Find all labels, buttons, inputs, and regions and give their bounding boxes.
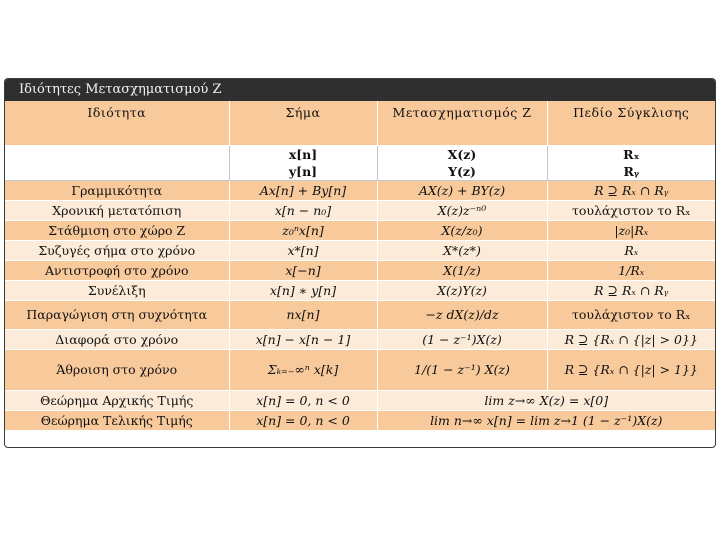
transform-cell: 1/(1 − z⁻¹) X(z)	[377, 350, 547, 391]
property-cell: Θεώρημα Αρχικής Τιμής	[5, 391, 229, 411]
property-cell: Θεώρημα Τελικής Τιμής	[5, 411, 229, 431]
signal-cell: x[n] ∗ y[n]	[229, 281, 377, 301]
theorem-row	[5, 411, 715, 431]
roc-cell: τουλάχιστον το Rₓ	[547, 201, 715, 221]
header-roc: Πεδίο Σύγκλισης	[547, 101, 715, 146]
header-property: Ιδιότητα	[5, 101, 229, 146]
property-cell: Παραγώγιση στη συχνότητα	[5, 301, 229, 330]
roc-pair	[547, 146, 715, 181]
roc-cell: 1/Rₓ	[547, 261, 715, 281]
transform-y: Y(z)	[448, 164, 476, 179]
theorem-result-cell: lim z→∞ X(z) = x[0]	[377, 391, 715, 411]
blank-cell	[5, 146, 229, 181]
table-row	[5, 241, 715, 261]
signal-y: y[n]	[288, 164, 318, 179]
signal-pair	[229, 146, 377, 181]
theorem-row	[5, 391, 715, 411]
property-cell: Συνέλιξη	[5, 281, 229, 301]
table-row	[5, 350, 715, 391]
roc-cell: τουλάχιστον το Rₓ	[547, 301, 715, 330]
roc-cell: R ⊇ {Rₓ ∩ {|z| > 0}}	[547, 330, 715, 350]
transform-cell: AX(z) + BY(z)	[377, 181, 547, 201]
transform-pair	[377, 146, 547, 181]
roc-cell: R ⊇ Rₓ ∩ Rᵧ	[547, 181, 715, 201]
signal-definition-row	[5, 146, 715, 181]
table-row	[5, 330, 715, 350]
property-cell: Συζυγές σήμα στο χρόνο	[5, 241, 229, 261]
signal-cell: Ax[n] + By[n]	[229, 181, 377, 201]
property-cell: Αντιστροφή στο χρόνο	[5, 261, 229, 281]
signal-cell: Σₖ₌₋∞ⁿ x[k]	[229, 350, 377, 391]
roc-y: Rᵧ	[623, 164, 640, 179]
transform-cell: −z dX(z)/dz	[377, 301, 547, 330]
roc-cell: Rₓ	[547, 241, 715, 261]
signal-cell: x[n] = 0, n < 0	[229, 411, 377, 431]
signal-cell: z₀ⁿx[n]	[229, 221, 377, 241]
signal-cell: nx[n]	[229, 301, 377, 330]
roc-cell: |z₀|Rₓ	[547, 221, 715, 241]
transform-x: X(z)	[447, 147, 477, 162]
property-cell: Στάθμιση στο χώρο Z	[5, 221, 229, 241]
transform-cell: X(z)z⁻ⁿ⁰	[377, 201, 547, 221]
table-row	[5, 261, 715, 281]
transform-cell: X(z/z₀)	[377, 221, 547, 241]
signal-cell: x*[n]	[229, 241, 377, 261]
properties-table	[5, 101, 715, 431]
header-signal: Σήμα	[229, 101, 377, 146]
property-cell: Χρονική μετατόπιση	[5, 201, 229, 221]
header-transform: Μετασχηματισμός Z	[377, 101, 547, 146]
transform-cell: X(z)Y(z)	[377, 281, 547, 301]
roc-cell: R ⊇ Rₓ ∩ Rᵧ	[547, 281, 715, 301]
signal-cell: x[n] − x[n − 1]	[229, 330, 377, 350]
table-row	[5, 301, 715, 330]
header-row	[5, 101, 715, 146]
roc-x: Rₓ	[623, 147, 640, 162]
table-row	[5, 281, 715, 301]
theorem-result-cell: lim n→∞ x[n] = lim z→1 (1 − z⁻¹)X(z)	[377, 411, 715, 431]
roc-cell: R ⊇ {Rₓ ∩ {|z| > 1}}	[547, 350, 715, 391]
panel-title: Ιδιότητες Μετασχηματισμού Z	[5, 79, 715, 101]
property-cell: Διαφορά στο χρόνο	[5, 330, 229, 350]
transform-cell: (1 − z⁻¹)X(z)	[377, 330, 547, 350]
z-transform-properties-panel	[4, 78, 716, 448]
signal-cell: x[n] = 0, n < 0	[229, 391, 377, 411]
table-row	[5, 181, 715, 201]
transform-cell: X*(z*)	[377, 241, 547, 261]
table-row	[5, 221, 715, 241]
table-row	[5, 201, 715, 221]
signal-x: x[n]	[288, 147, 318, 162]
property-cell: Γραμμικότητα	[5, 181, 229, 201]
property-cell: Άθροιση στο χρόνο	[5, 350, 229, 391]
signal-cell: x[n − n₀]	[229, 201, 377, 221]
signal-cell: x[−n]	[229, 261, 377, 281]
transform-cell: X(1/z)	[377, 261, 547, 281]
